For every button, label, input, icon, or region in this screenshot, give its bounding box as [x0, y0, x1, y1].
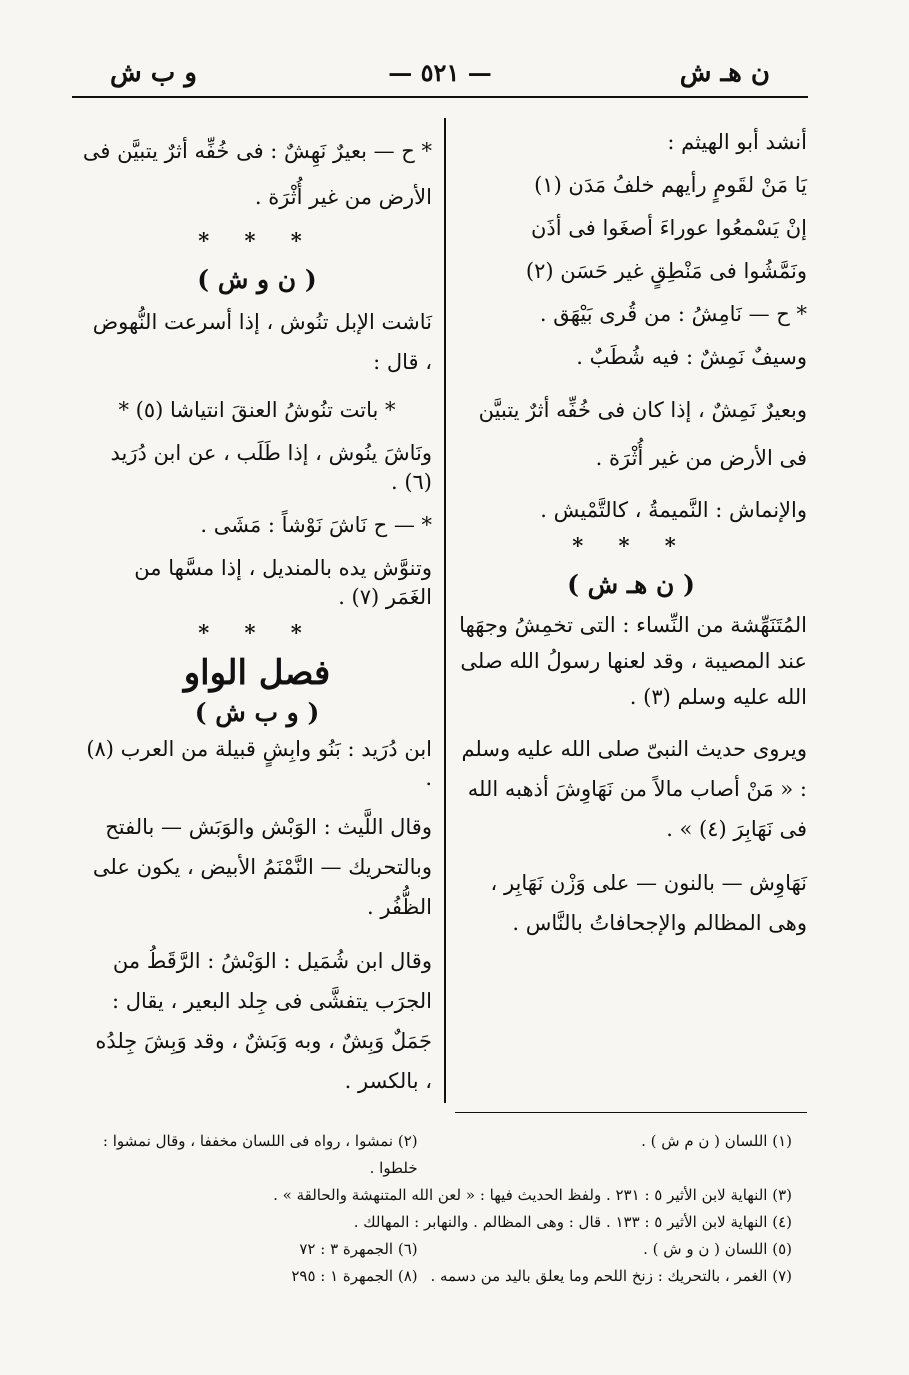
footnotes [72, 1128, 792, 1290]
paragraph: المُتَنَهِّشة من النِّساء : التى تخمِشُ وجهَها عند المصيبة ، وقد لعنها رسولُ الله صلى الله عليه وسلم (٣) . [459, 613, 807, 709]
entry-heading: ( ن و ش ) [197, 265, 317, 294]
paragraph: وبعيرٌ نَمِشٌ ، إذا كان فى خُفِّه أثرٌ يتبيَّن فى الأرض من غير أُثْرَة . [478, 398, 807, 470]
section-title: فصل الواو [183, 653, 331, 693]
footnote: (١) اللسان ( ن م ش ) . [641, 1132, 792, 1150]
separator: * * * [198, 620, 316, 645]
footnote: (٣) النهاية لابن الأثير ٥ : ٢٣١ . ولفظ الحديث فيها : « لعن الله المتنهشة والحالقة » . [273, 1186, 792, 1204]
paragraph: وسيفٌ نَمِشٌ : فيه شُطَبٌ . [576, 345, 807, 369]
separator: * * * [572, 533, 690, 558]
entry-heading: ( و ب ش ) [194, 698, 320, 727]
header-root-left: و ب ش [110, 58, 197, 88]
footnote: (٨) الجمهرة ١ : ٢٩٥ [291, 1267, 418, 1285]
paragraph: * ح — بعيرٌ نَهِشٌ : فى خُفِّه أثرٌ يتبيَّن فى الأرض من غير أُثْرَة . [82, 139, 432, 209]
verse-line: إنْ يَسْمعُوا عوراءَ أصغَوا فى أذَن [530, 216, 807, 240]
header-rule [72, 96, 808, 98]
paragraph: وتنوَّش يده بالمنديل ، إذا مسَّها من الغَمَر (٧) . [134, 556, 432, 609]
verse-line: ونَمَّشُوا فى مَنْطِقٍ غير حَسَن (٢) [525, 259, 807, 283]
footnote: (٤) النهاية لابن الأثير ٥ : ١٣٣ . قال : وهى المظالم . والنهابر : المهالك . [353, 1213, 792, 1231]
header-root-right: ن هـ ش [679, 58, 770, 88]
paragraph: نَهَاوِش — بالنون — على وَزْن نَهَابِر ، وهى المظالم والإجحافاتُ بالنَّاس . [490, 871, 807, 935]
paragraph: * ح — نَامِشُ : من قُرى بَيْهَق . [539, 302, 807, 326]
intro-line: أنشد أبو الهيثم : [667, 130, 807, 154]
paragraph: نَاشت الإبل تنُوش ، إذا أسرعت النُّهوض ، قال : [92, 310, 432, 374]
paragraph: والإنماش : النَّميمةُ ، كالتَّمْيش . [540, 498, 807, 522]
page-header [70, 58, 810, 98]
footnote-rule [455, 1112, 807, 1113]
verse-line: يَا مَنْ لقَومٍ رأيهم خلفُ مَدَن (١) [534, 173, 807, 197]
paragraph: ويروى حديث النبىّ صلى الله عليه وسلم : « مَنْ أصاب مالاً من نَهَاوِشَ أذهبه الله فى نَهَابِرَ (٤) » . [461, 737, 807, 841]
paragraph: ونَاشَ ينُوش ، إذا طَلَب ، عن ابن دُرَيد (٦) . [110, 441, 432, 494]
column-divider [444, 118, 446, 1103]
paragraph: * — ح نَاشَ نَوْشاً : مَشَى . [200, 513, 432, 537]
footnote: (٢) نمشوا ، رواه فى اللسان مخففا ، وقال نمشوا : خلطوا . [102, 1132, 418, 1177]
paragraph: ابن دُرَيد : بَنُو وابِشٍ قبيلة من العرب (٨) . [86, 737, 432, 790]
entry-heading: ( ن هـ ش ) [567, 570, 695, 599]
footnote: (٦) الجمهرة ٣ : ٧٢ [299, 1240, 418, 1258]
footnote: (٧) الغمر ، بالتحريك : زنخ اللحم وما يعلق باليد من دسمه . [430, 1267, 792, 1285]
separator: * * * [198, 228, 316, 253]
paragraph: وقال ابن شُمَيل : الوَبْشُ : الرَّقَطُ من الجرَب يتفشَّى فى جِلد البعير ، يقال : جَمَلٌ وَبِشٌ ، وبه وَبَشٌ ، وقد وَبِشَ جِلدُه ، بالكسر . [95, 949, 432, 1093]
left-column [82, 128, 432, 1101]
verse-line: * باتت تنُوشُ العنقَ انتياشا (٥) * [118, 398, 396, 422]
footnote: (٥) اللسان ( ن و ش ) . [643, 1240, 792, 1258]
paragraph: وقال اللَّيث : الوَبْش والوَبَش — بالفتح وبالتحريك — النَّمْنَمُ الأبيض ، يكون على الظُّفُر . [92, 815, 432, 919]
page-number: — ٥٢١ — [388, 58, 492, 87]
right-column [455, 128, 807, 943]
